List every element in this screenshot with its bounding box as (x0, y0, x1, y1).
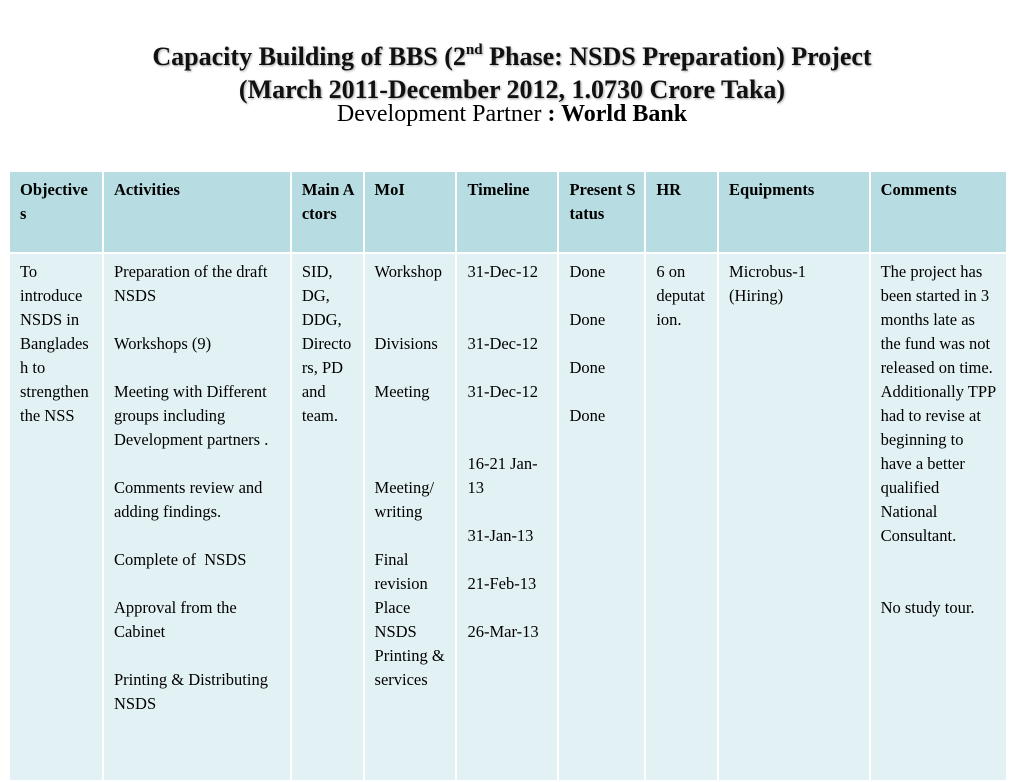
cell-text: Printing & services (374, 646, 449, 689)
header-activities: Activities (103, 171, 291, 253)
header-moi: MoI (364, 171, 457, 253)
cell-text: Workshop (374, 262, 442, 281)
blank-line (114, 452, 282, 476)
cell-text: Comments review and adding findings. (113, 478, 267, 521)
header-present-status: Present Status (558, 171, 645, 253)
cell-main-actors (291, 253, 364, 781)
blank-line (569, 380, 636, 404)
page-title-line2: (March 2011-December 2012, 1.0730 Crore Taka) (238, 75, 786, 104)
cell-text: Done (569, 358, 606, 377)
title-block (0, 40, 1024, 126)
cell-text: 6 on deputation. (656, 262, 705, 329)
cell-text: Printing & Distributing NSDS (113, 670, 273, 713)
cell-activities (103, 253, 291, 781)
cell-text: Microbus-1 (Hiring) (729, 262, 811, 305)
cell-text: 26-Mar-13 (467, 622, 539, 641)
blank-line (881, 572, 998, 596)
blank-line (467, 428, 549, 452)
header-timeline: Timeline (456, 171, 558, 253)
cell-text: Meeting with Different groups including Development partners . (113, 382, 271, 449)
blank-line (569, 284, 636, 308)
cell-text: Meeting (374, 382, 430, 401)
cell-text: Meeting/ writing (374, 478, 439, 521)
cell-text: Divisions (374, 334, 438, 353)
cell-text: Approval from the Cabinet (113, 598, 241, 641)
cell-text: 31-Dec-12 (467, 382, 539, 401)
blank-line (375, 404, 448, 428)
title-superscript: nd (465, 42, 483, 58)
subtitle-value: : World Bank (547, 101, 688, 127)
blank-line (114, 572, 282, 596)
cell-text: Complete of NSDS (113, 550, 247, 569)
cell-text: 31-Jan-13 (467, 526, 534, 545)
blank-line (569, 332, 636, 356)
cell-text: 21-Feb-13 (467, 574, 537, 593)
blank-line (375, 356, 448, 380)
blank-line (375, 524, 448, 548)
cell-text: The project has been started in 3 months late as the fund was not released on time. Additionally TPP had to revise at beginning to have a better qualified National Consultant. (880, 262, 1000, 545)
project-table (8, 170, 1008, 782)
cell-present-status (558, 253, 645, 781)
header-objectives: Objectives (9, 171, 103, 253)
blank-line (881, 548, 998, 572)
cell-moi (364, 253, 457, 781)
title-suffix: Phase: NSDS Preparation) Project (482, 42, 872, 71)
cell-text: Done (569, 262, 606, 281)
blank-line (467, 284, 549, 308)
blank-line (467, 404, 549, 428)
cell-text: No study tour. (880, 598, 975, 617)
cell-text: Preparation of the draft NSDS (113, 262, 272, 305)
header-main-actors: Main Actors (291, 171, 364, 253)
cell-text: Workshops (9) (113, 334, 212, 353)
blank-line (467, 596, 549, 620)
blank-line (114, 356, 282, 380)
cell-text: Final revision (374, 550, 428, 593)
blank-line (114, 308, 282, 332)
cell-text: Done (569, 310, 606, 329)
cell-text: Place NSDS (374, 598, 417, 641)
blank-line (114, 524, 282, 548)
table-row (9, 253, 1007, 781)
blank-line (467, 356, 549, 380)
blank-line (467, 308, 549, 332)
cell-objectives (9, 253, 103, 781)
title-prefix: Capacity Building of BBS (2 (152, 42, 466, 71)
blank-line (467, 548, 549, 572)
cell-text: Done (569, 406, 606, 425)
blank-line (114, 644, 282, 668)
header-equipments: Equipments (718, 171, 870, 253)
cell-text: 16-21 Jan-13 (467, 454, 538, 497)
cell-text: To introduce NSDS in Bangladesh to strengthen the NSS (20, 262, 93, 425)
blank-line (375, 428, 448, 452)
cell-comments (870, 253, 1007, 781)
blank-line (375, 284, 448, 308)
cell-timeline (456, 253, 558, 781)
table-header-row (9, 171, 1007, 253)
cell-equipments (718, 253, 870, 781)
blank-line (375, 452, 448, 476)
page-subtitle (0, 102, 1024, 126)
blank-line (467, 500, 549, 524)
header-hr: HR (645, 171, 718, 253)
cell-hr (645, 253, 718, 781)
blank-line (375, 308, 448, 332)
header-comments: Comments (870, 171, 1007, 253)
cell-text: 31-Dec-12 (467, 262, 539, 281)
cell-text: SID, DG, DDG, Directors, PD and team. (301, 262, 352, 425)
page-title (0, 40, 1024, 73)
subtitle-label: Development Partner (336, 101, 548, 127)
cell-text: 31-Dec-12 (467, 334, 539, 353)
